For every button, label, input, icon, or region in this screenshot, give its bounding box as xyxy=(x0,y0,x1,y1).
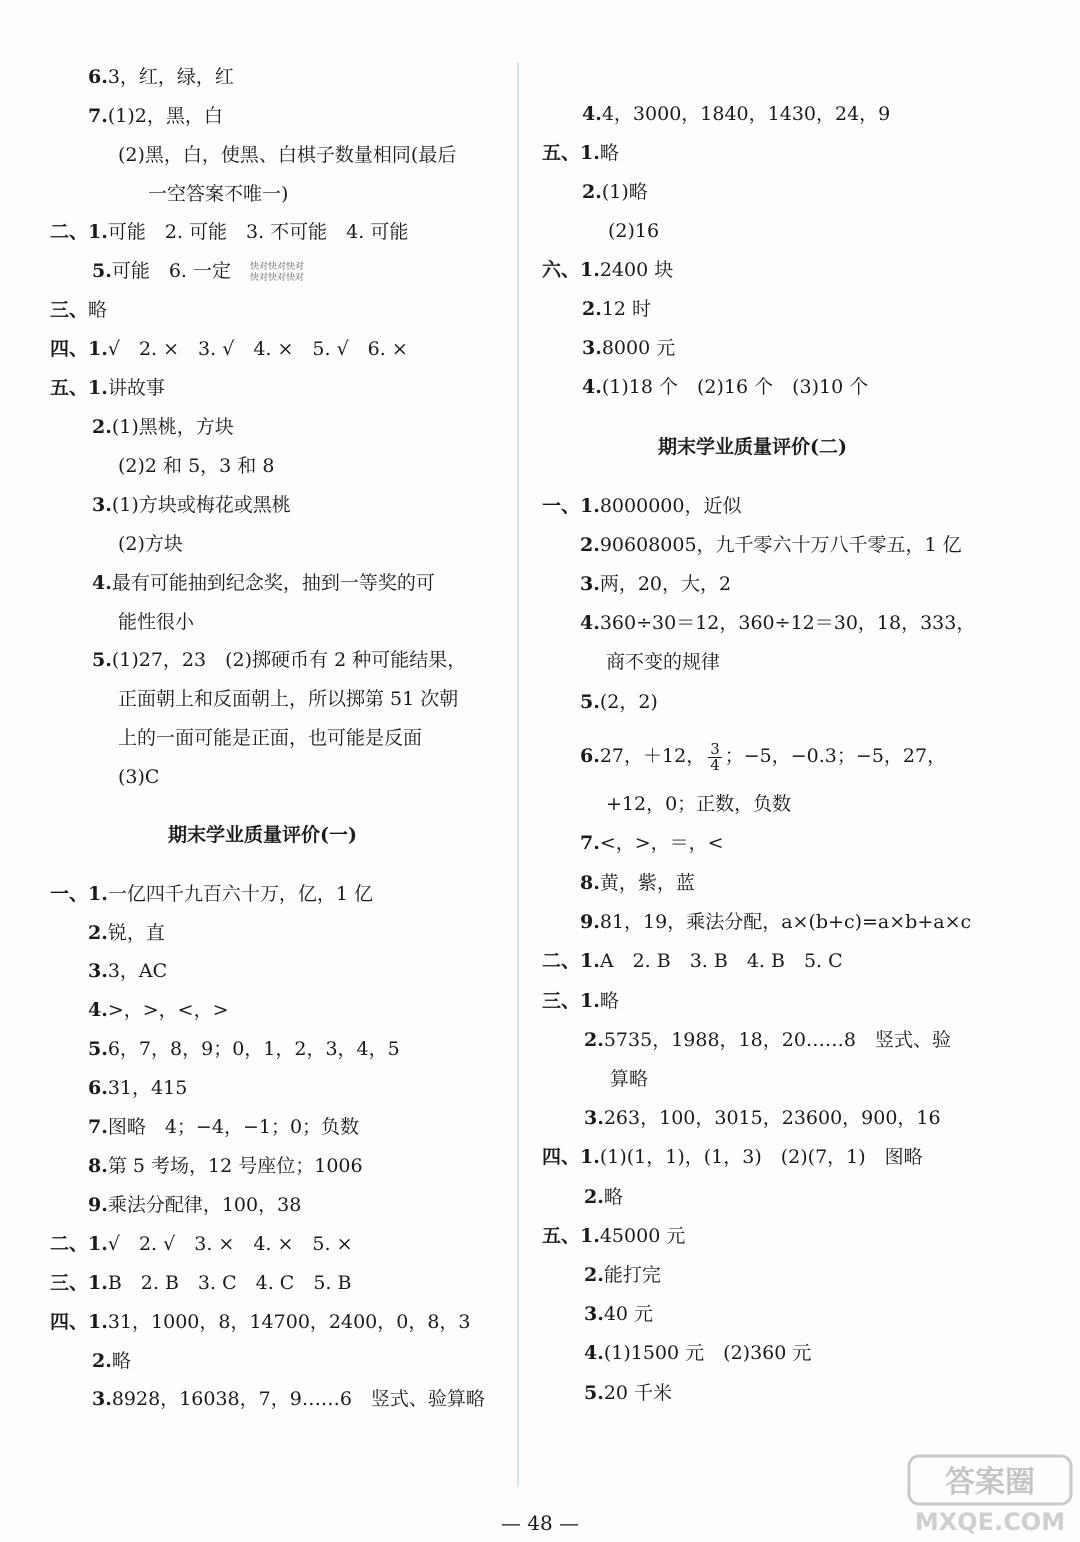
answer-line: 9.81，19，乘法分配，a×(b+c)=a×b+a×c xyxy=(580,911,972,933)
answer-line: 一、1.8000000，近似 xyxy=(542,495,742,517)
answer-line: 商不变的规律 xyxy=(606,651,721,673)
answer-line: 5.6，7，8，9；0，1，2，3，4，5 xyxy=(88,1038,400,1060)
answer-line: 5.可能 6. 一定 xyxy=(92,260,232,282)
page-number: — 48 — xyxy=(500,1511,580,1535)
answer-line: 4.>，>，<，> xyxy=(88,999,229,1021)
answer-line: 2.12 时 xyxy=(582,298,652,320)
answer-line: 五、1.讲故事 xyxy=(50,377,165,399)
answer-line: 2.略 xyxy=(584,1186,623,1208)
answer-line: 6.27，＋12， $\frac{3}{4}$ ；−5，−0.3；−5，27， xyxy=(580,739,947,774)
answer-line: 一、1.一亿四千九百六十万，亿，1 亿 xyxy=(50,883,373,905)
answer-line: 2.(1)略 xyxy=(582,181,648,203)
answer-line: 2.(1)黑桃，方块 xyxy=(92,416,234,438)
answer-line: 五、1.略 xyxy=(542,142,619,164)
answer-line: 3.8928，16038，7，9……6 竖式、验算略 xyxy=(92,1388,485,1410)
answer-line: (2)黑，白，使黑、白棋子数量相同(最后 xyxy=(118,144,457,166)
answer-line: 上的一面可能是正面，也可能是反面 xyxy=(118,727,423,749)
answer-line: 二、1.A 2. B 3. B 4. B 5. C xyxy=(542,950,843,972)
fraction-three-quarters: $\frac{3}{4}$ xyxy=(710,739,720,774)
answer-line: (2)2 和 5，3 和 8 xyxy=(118,455,275,477)
answer-line: 4.(1)1500 元 (2)360 元 xyxy=(584,1342,812,1364)
section-title: 期末学业质量评价(一) xyxy=(168,824,357,846)
answer-line: 2.锐，直 xyxy=(88,922,165,944)
answer-line: 算略 xyxy=(610,1068,649,1090)
answer-line: 4.4，3000，1840，1430，24，9 xyxy=(582,103,891,125)
answer-line: 4.360÷30＝12，360÷12＝30，18，333， xyxy=(580,612,976,634)
answer-line: 2.能打完 xyxy=(584,1264,661,1286)
answer-line: 四、1.31，1000，8，14700，2400，0，8，3 xyxy=(50,1311,471,1333)
answer-line: (3)C xyxy=(118,766,160,788)
answer-line: (2)方块 xyxy=(118,533,183,555)
answer-line: 4.最有可能抽到纪念奖，抽到一等奖的可 xyxy=(92,572,435,594)
answer-line: 二、1.可能 2. 可能 3. 不可能 4. 可能 xyxy=(50,221,409,243)
column-divider xyxy=(517,62,519,1487)
answer-line: 8.第 5 考场，12 号座位；1006 xyxy=(88,1155,363,1177)
svg-text:MXQE.COM: MXQE.COM xyxy=(914,1508,1066,1536)
answer-line: +12，0；正数，负数 xyxy=(606,793,792,815)
answer-line: 三、1.B 2. B 3. C 4. C 5. B xyxy=(50,1272,352,1294)
answer-line: 四、1.(1)(1，1)，(1，3) (2)(7，1) 图略 xyxy=(542,1146,923,1168)
answer-line: 5.20 千米 xyxy=(584,1382,673,1404)
answer-line: 2.90608005，九千零六十万八千零五，1 亿 xyxy=(580,534,962,556)
answer-line: 四、1.√ 2. × 3. √ 4. × 5. √ 6. × xyxy=(50,338,408,360)
answer-line: 7.图略 4；−4，−1；0；负数 xyxy=(88,1116,360,1138)
answer-line: 9.乘法分配律，100，38 xyxy=(88,1194,302,1216)
answer-line: 3.3，AC xyxy=(88,960,168,982)
answer-line: 正面朝上和反面朝上，所以掷第 51 次朝 xyxy=(118,688,459,710)
answer-line: 8.黄，紫，蓝 xyxy=(580,872,695,894)
section-title: 期末学业质量评价(二) xyxy=(658,436,847,458)
answer-line: 6.31，415 xyxy=(88,1077,188,1099)
site-stamp-logo xyxy=(905,1452,1075,1537)
answer-line: 7.(1)2，黑，白 xyxy=(88,105,223,127)
answer-line: 3.(1)方块或梅花或黑桃 xyxy=(92,494,291,516)
answer-line: 5.(1)27，23 (2)掷硬币有 2 种可能结果， xyxy=(92,649,467,671)
answer-line: 4.(1)18 个 (2)16 个 (3)10 个 xyxy=(582,376,869,398)
answer-line: 5.(2，2) xyxy=(580,691,658,713)
answer-line: (2)16 xyxy=(608,220,660,242)
svg-text:答案圈: 答案圈 xyxy=(945,1465,1035,1500)
answer-line: 3.40 元 xyxy=(584,1303,654,1325)
answer-line: 3.8000 元 xyxy=(582,337,676,359)
answer-line: 2.略 xyxy=(92,1350,131,1372)
answer-line: 能性很小 xyxy=(118,611,195,633)
answer-line: 7.<，>，＝，< xyxy=(580,832,724,854)
answer-line: 三、略 xyxy=(50,299,108,321)
answer-line: 一空答案不唯一) xyxy=(148,183,289,205)
answer-line: 六、1.2400 块 xyxy=(542,259,674,281)
answer-line: 6.3，红，绿，红 xyxy=(88,66,234,88)
answer-line: 2.5735，1988，18，20……8 竖式、验 xyxy=(584,1029,951,1051)
answer-line: 3.263，100，3015，23600，900，16 xyxy=(584,1107,941,1129)
answer-line: 三、1.略 xyxy=(542,990,619,1012)
answer-line: 二、1.√ 2. √ 3. × 4. × 5. × xyxy=(50,1233,353,1255)
watermark: 快对快对快对 快对快对快对 xyxy=(250,262,305,283)
answer-line: 五、1.45000 元 xyxy=(542,1225,686,1247)
answer-line: 3.两，20，大，2 xyxy=(580,573,732,595)
